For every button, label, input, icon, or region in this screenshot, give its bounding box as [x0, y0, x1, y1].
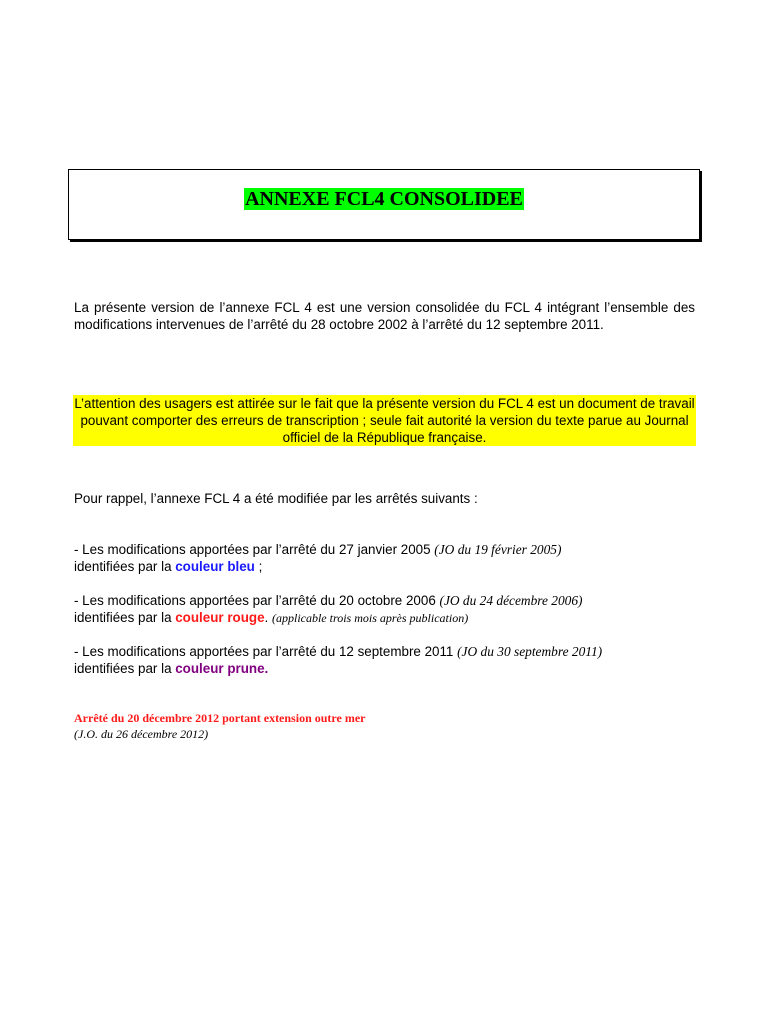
notice-paragraph: L’attention des usagers est attirée sur le fait que la présente version du FCL 4 est un document de travail pouvant comporter des erreurs de transcription ; seule fait autorité la version du texte parue au Journal officiel de la République française.: [74, 396, 695, 445]
page-title-text: ANNEXE FCL4 CONSOLIDEE: [245, 188, 523, 210]
modification-line: [74, 541, 695, 558]
modification-note: (applicable trois mois après publication): [271, 611, 469, 625]
modification-line: [74, 558, 695, 575]
colour-label-bleu: couleur bleu: [175, 559, 255, 574]
intro-paragraph: La présente version de l’annexe FCL 4 est une version consolidée du FCL 4 intégrant l’ensemble des modifications intervenues de l’arrêté du 28 octobre 2002 à l’arrêté du 12 septembre 2011.: [74, 300, 695, 332]
modification-item: [74, 541, 695, 575]
modification-item: [74, 643, 695, 677]
modification-jo: (JO du 30 septembre 2011): [457, 644, 603, 659]
page-title: [69, 187, 699, 211]
modification-line: [74, 643, 695, 660]
colour-label-rouge: couleur rouge: [175, 610, 265, 625]
modification-item: [74, 592, 695, 627]
modification-text: - Les modifications apportées par l’arrêté du 12 septembre 2011: [74, 644, 458, 659]
modification-suffix: .: [264, 610, 272, 625]
arrete-jo: (J.O. du 26 décembre 2012): [74, 727, 209, 741]
arrete-title: Arrêté du 20 décembre 2012 portant extension outre mer: [74, 711, 366, 725]
colour-label-prune: couleur prune.: [175, 661, 269, 676]
modification-prefix: identifiées par la: [74, 661, 176, 676]
modification-jo: (JO du 24 décembre 2006): [439, 593, 583, 608]
modification-line: [74, 609, 695, 627]
modification-jo: (JO du 19 février 2005): [434, 542, 562, 557]
modification-line: [74, 592, 695, 609]
modification-text: - Les modifications apportées par l’arrêté du 20 octobre 2006: [74, 593, 440, 608]
modification-suffix: ;: [254, 559, 263, 574]
modification-prefix: identifiées par la: [74, 610, 176, 625]
modification-text: - Les modifications apportées par l’arrêté du 27 janvier 2005: [74, 542, 435, 557]
title-box: [68, 169, 700, 240]
modification-line: [74, 660, 695, 677]
rappel-paragraph: Pour rappel, l’annexe FCL 4 a été modifiée par les arrêtés suivants :: [74, 491, 478, 506]
modification-prefix: identifiées par la: [74, 559, 176, 574]
